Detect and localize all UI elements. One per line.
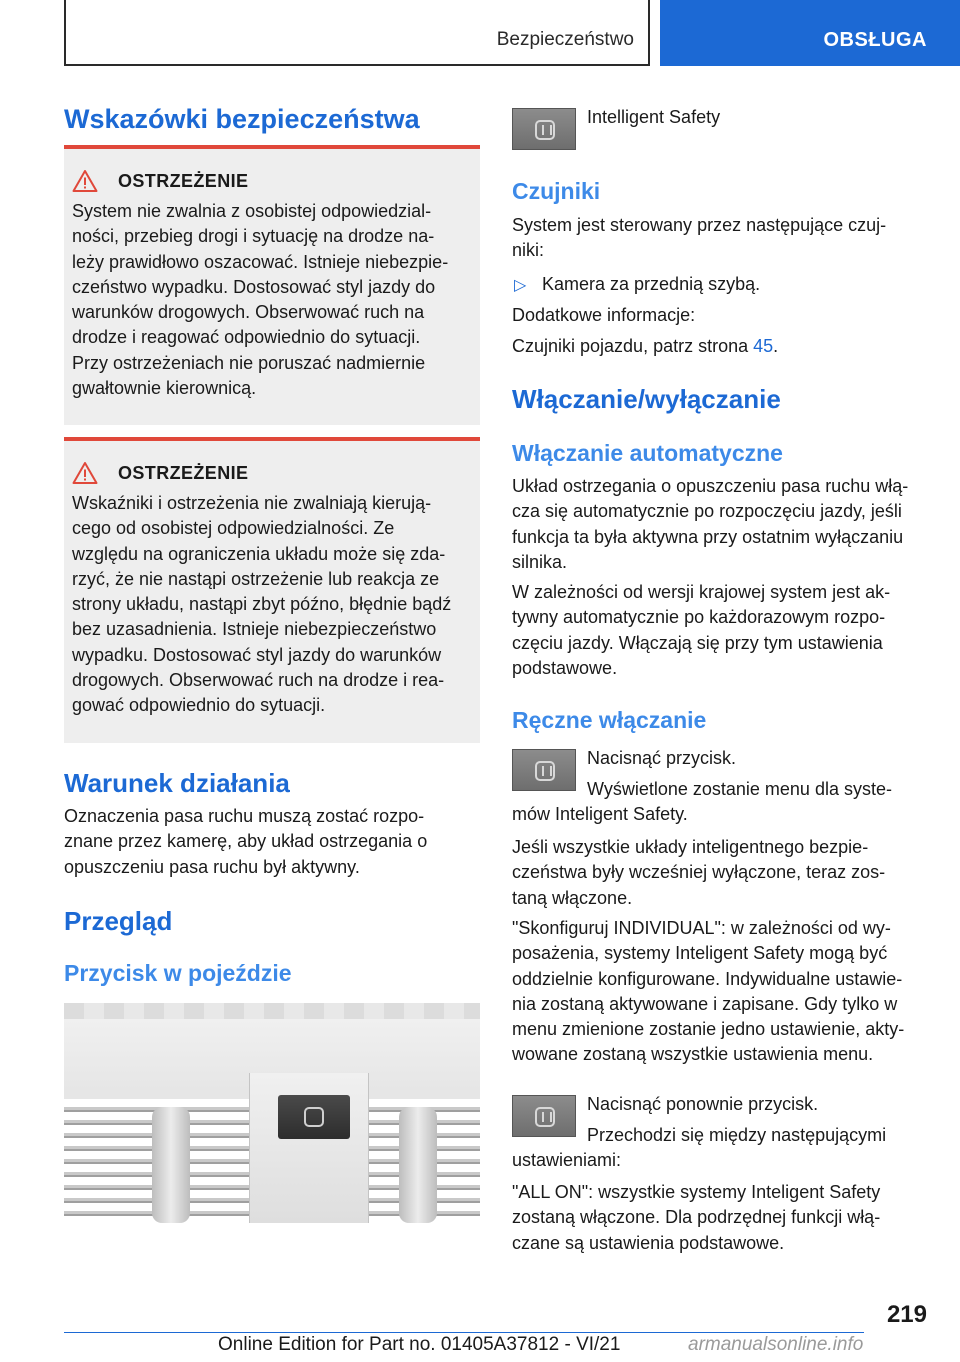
warning-box-1 [64, 145, 480, 425]
text-line: Nacisnąć ponownie przycisk. [587, 1094, 819, 1114]
text-line: Kamera za przednią szybą. [542, 274, 761, 294]
footer-divider [64, 1332, 864, 1333]
warning-line: drodze i reagować odpowiednio do sytuacji. [72, 327, 421, 348]
text-line: niki: [512, 240, 545, 261]
text-line: Nacisnąć przycisk. [587, 748, 737, 768]
warning-text [72, 491, 476, 719]
warning-line: strony układu, nastąpi zbyt późno, błędnie bądź [72, 594, 452, 615]
onoff-title: Włączanie/wyłączanie [512, 384, 781, 414]
reference-text: Czujniki pojazdu, patrz strona [512, 336, 754, 356]
warning-line: gować odpowiednio do sytuacji. [72, 695, 326, 716]
overview-title: Przegląd [64, 906, 173, 936]
condition-title: Warunek działania [64, 768, 290, 798]
individual-text [512, 916, 926, 1068]
header-section-title: Bezpieczeństwo [496, 29, 634, 50]
condition-text [64, 804, 480, 880]
header-chapter-tab [660, 0, 960, 66]
additional-info [512, 303, 695, 328]
warning-line: rzyć, że nie nastąpi ostrzeżenie lub reakcja ze [72, 568, 440, 589]
sensors-text [512, 213, 926, 264]
vehicle-button-photo [64, 1003, 480, 1223]
text-line: menu zmienione zostanie jedno ustawienie, akty- [512, 1019, 905, 1040]
photo-vent-knob [152, 1107, 190, 1223]
switch-text [512, 1123, 926, 1174]
sensors-reference [512, 334, 778, 359]
warning-text [72, 199, 476, 401]
text-line: mów Inteligent Safety. [512, 804, 688, 825]
warning-label: OSTRZEŻENIE [118, 463, 249, 483]
text-line: silnika. [512, 551, 568, 572]
warning-triangle-icon [72, 461, 98, 485]
text-line: Wyświetlone zostanie menu dla syste- [587, 779, 892, 799]
manual-on-title: Ręczne włączanie [512, 707, 707, 733]
reference-end: . [773, 336, 779, 356]
text-line: wowane zostaną wszystkie ustawienia menu. [512, 1044, 874, 1065]
sensors-bullet [542, 272, 760, 297]
auto-on-text-1 [512, 474, 926, 575]
text-line: Dodatkowe informacje: [512, 305, 696, 325]
text-line: częciu jazdy. Włączają się przy tym ustawienia [512, 632, 883, 653]
warning-line: cego od osobistej odpowiedzialności. Ze [72, 518, 395, 539]
text-line: cza się automatycznie po rozpoczęciu jazdy, jeśli [512, 501, 902, 522]
photo-vent-knob [399, 1107, 437, 1223]
photo-dashboard-band [64, 1003, 480, 1019]
button-caption [587, 105, 720, 130]
text-line: taną włączone. [512, 887, 633, 908]
warning-line: leży prawidłowo oszacować. Istnieje niebezpie- [72, 251, 449, 272]
intelligent-safety-button-icon [512, 108, 576, 150]
text-line: Jeśli wszystkie układy inteligentnego bezpie- [512, 837, 869, 857]
text-line: oddzielnie konfigurowane. Indywidualne ustawie- [512, 968, 903, 989]
reference-line [512, 334, 778, 359]
header-chapter-label: OBSŁUGA [823, 29, 927, 51]
warning-box-2 [64, 437, 480, 743]
text-line: funkcja ta była aktywna przy ostatnim wyłączaniu [512, 526, 904, 547]
bullet-triangle-icon: ▷ [514, 277, 527, 294]
warning-line: względu na ograniczenia układu może się zda- [72, 543, 446, 564]
warning-line: gwałtownie kierownicą. [72, 378, 257, 399]
sensors-title: Czujniki [512, 178, 601, 204]
photo-safety-button [278, 1095, 350, 1139]
text-line: W zależności od wersji krajowej system jest ak- [512, 582, 891, 602]
page-number: 219 [886, 1301, 927, 1328]
text-line: System jest sterowany przez następujące czuj- [512, 215, 887, 235]
text-line: Oznaczenia pasa ruchu muszą zostać rozpo- [64, 806, 425, 826]
header-section-box [64, 0, 650, 66]
warning-line: System nie zwalnia z osobistej odpowiedzial- [72, 201, 432, 221]
text-line: czane są ustawienia podstawowe. [512, 1232, 785, 1253]
text-line: ustawieniami: [512, 1150, 622, 1171]
all-off-text [512, 835, 926, 911]
text-line: posażenia, systemy Inteligent Safety mogą być [512, 943, 888, 964]
text-line: podstawowe. [512, 657, 618, 678]
press-button-text [587, 746, 736, 771]
text-line: Intelligent Safety [587, 107, 721, 127]
button-in-vehicle-title: Przycisk w pojeździe [64, 960, 292, 986]
text-line: Układ ostrzegania o opuszczeniu pasa ruchu włą- [512, 476, 909, 496]
text-line: "ALL ON": wszystkie systemy Inteligent Safety [512, 1182, 881, 1202]
warning-line: ności, przebieg drogi i sytuację na drodze na- [72, 226, 435, 247]
warning-line: bez uzasadnienia. Istnieje niebezpieczeństwo [72, 619, 437, 640]
text-line: nia zostaną aktywowane i zapisane. Gdy tylko w [512, 993, 898, 1014]
page-link[interactable]: 45 [753, 336, 774, 356]
text-line: zostaną włączone. Dla podrzędnej funkcji włą- [512, 1207, 881, 1228]
warning-line: Wskaźniki i ostrzeżenia nie zwalniają kierują- [72, 493, 432, 513]
warning-line: Przy ostrzeżeniach nie poruszać nadmiernie [72, 352, 426, 373]
text-line: opuszczeniu pasa ruchu był aktywny. [64, 856, 360, 877]
text-line: tywny automatycznie po każdorazowym rozpo- [512, 607, 886, 628]
warning-line: drogowych. Obserwować ruch na drodze i rea- [72, 670, 445, 691]
text-line: "Skonfiguruj INDIVIDUAL": w zależności od wy- [512, 918, 891, 938]
text-line: Przechodzi się między następującymi [587, 1125, 887, 1145]
footer-edition: Online Edition for Part no. 01405A37812 - VI/21 [218, 1334, 621, 1355]
footer-watermark: armanualsonline.info [688, 1334, 864, 1355]
press-again-text [587, 1092, 818, 1117]
text-line: czeństwa były wcześniej wyłączone, teraz zos- [512, 862, 886, 883]
warning-line: wypadku. Dostosować styl jazdy do warunków [72, 644, 442, 665]
auto-on-text-2 [512, 580, 926, 681]
safety-notes-title: Wskazówki bezpieczeństwa [64, 104, 420, 134]
warning-label: OSTRZEŻENIE [118, 171, 249, 191]
warning-line: czeństwo wypadku. Dostosować styl jazdy do [72, 276, 436, 297]
all-on-text [512, 1180, 926, 1256]
text-line: znane przez kamerę, aby układ ostrzegania o [64, 831, 428, 852]
warning-triangle-icon [72, 169, 98, 193]
warning-line: warunków drogowych. Obserwować ruch na [72, 302, 425, 323]
auto-on-title: Włączanie automatyczne [512, 440, 783, 466]
menu-text [512, 777, 926, 828]
